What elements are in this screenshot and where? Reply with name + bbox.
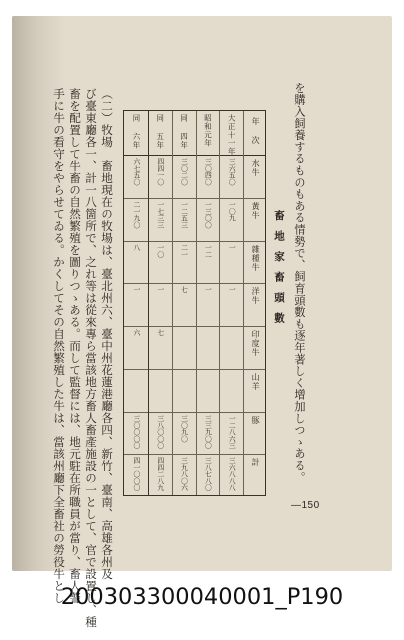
table-cell: 一二八六三 [227,414,236,449]
table-cell: 二一九〇 [131,200,140,228]
table-year-header: 大正十一年 [227,114,237,156]
table-title: 畜地家畜頭數 [273,210,285,333]
table-column-rule [148,111,149,495]
table-cell: 七 [179,286,188,294]
table-header-year: 年 次 [251,117,261,145]
table-cell: 八 [131,243,140,251]
image-caption: 200303300040001_P190 [60,584,344,610]
table-category-label: 計 [251,458,261,468]
table-cell: 三八七八〇 [203,457,212,492]
table-category-label: 山羊 [251,372,261,391]
table-year-header: 同 六年 [131,114,141,150]
table-cell: 四一〇〇〇 [131,457,140,492]
table-cell: 三〇二〇 [179,158,188,186]
table-cell: 一三〇〇 [203,200,212,228]
table-year-header: 同 四年 [179,114,189,150]
table-column-rule [196,111,197,495]
table-cell: 三六五〇 [227,158,236,186]
table-category-label: 洋牛 [251,287,261,306]
table-cell: 一〇九 [227,200,236,222]
table-cell: 一 [227,286,236,294]
table-cell: 三六八八八 [227,457,236,492]
table-category-label: 黃牛 [251,201,261,220]
table-cell: 一二五三 [179,200,188,228]
section-text-line: 手に牛の看守をやらせてゐる。かくしてその自然繁殖した牛は、當該州廳下全畜社の勞役牛とし [52,88,66,604]
table-category-label: 水牛 [251,159,261,177]
table-category-label: 豚 [251,415,261,425]
table-cell: 四四二八九 [155,457,164,492]
table-cell: 六七五〇 [131,158,140,186]
table-cell: 三八〇〇〇 [155,414,164,449]
table-cell: 一 [203,286,212,294]
table-cell: 三九八〇六 [179,457,188,492]
livestock-count-table [123,110,266,496]
page-number: —150 [291,500,320,511]
table-column-rule [172,111,173,495]
table-cell: 三〇四〇 [203,158,212,186]
table-cell: 三〇九〇 [179,414,188,442]
table-cell: 一 [227,243,236,251]
table-column-rule [219,111,220,495]
table-cell: 一二 [203,243,212,258]
table-cell: 四四一〇 [155,158,164,186]
section-text-line: （二）牧場 畜地現在の牧場は、臺北州六、臺中州花蓮港廳各四、新竹、臺南、高雄各州及 [100,88,114,580]
table-cell: 三三九〇〇 [203,414,212,449]
table-cell: 三〇〇〇〇 [131,414,140,449]
table-cell: 一 [131,286,140,294]
table-cell: 六 [131,329,140,336]
table-category-label: 印度牛 [251,330,261,357]
table-cell: 一〇 [155,243,164,258]
table-cell: 一七三三 [155,200,164,228]
table-cell: 七 [155,329,164,336]
table-cell: 二一 [179,243,188,258]
section-text-line: び臺東廳各一、計一八箇所で、之れ等は從來專ら當該地方畜人畜產施設の一として、官で設置し、種 [84,88,98,628]
intro-text-line: を購入飼養するものもある情勢で、飼育頭數も逐年著しく增加しつゝある。 [293,82,306,484]
section-text-line: 畜を配置して牛畜の自然繁殖を圖りつゝある。而して監督には、地元駐在所職員が當り、畜人警 [68,88,82,604]
table-year-header: 昭和元年 [203,114,213,148]
table-column-rule [243,111,244,495]
table-category-label: 雜種牛 [251,244,261,272]
table-year-header: 同 五年 [155,114,165,150]
table-cell: 一 [155,286,164,294]
